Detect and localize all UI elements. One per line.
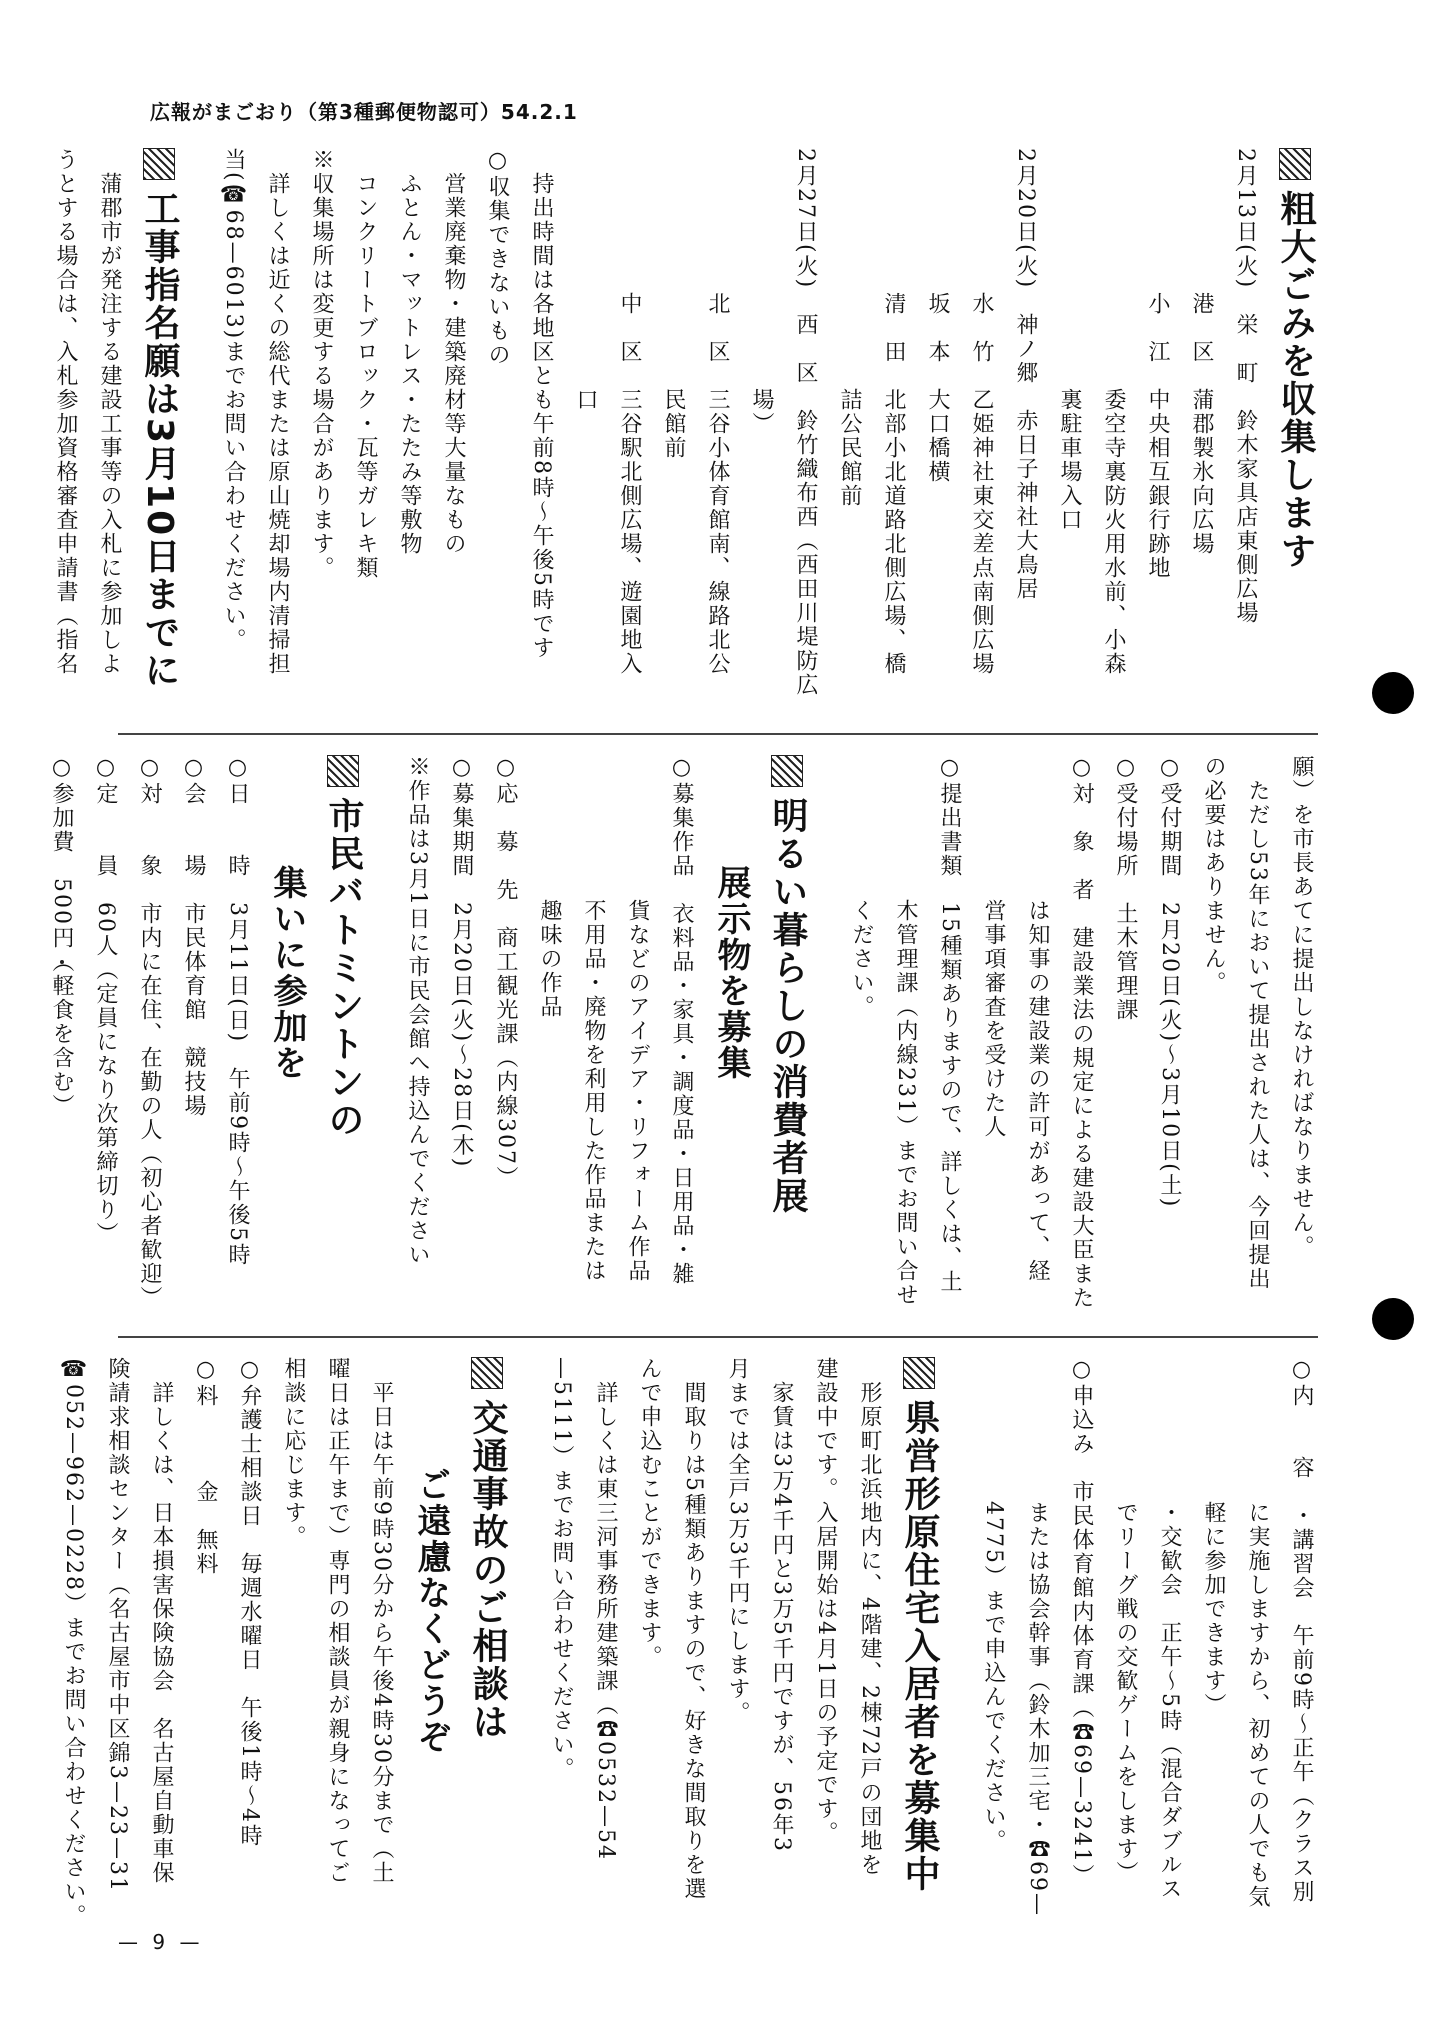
badminton-title-text: 市民バトミントンの (323, 797, 364, 1139)
sodai-line: 清 田 北部小北道路北側広場、橋 (881, 148, 906, 676)
sodai-line: 場） (749, 148, 774, 436)
kenei-line: 間取りは5種類ありますので、好きな間取りを選 (681, 1357, 706, 1901)
akarui-title-text: 明るい暮らしの消費者展 (767, 797, 808, 1215)
band-middle (49, 755, 1318, 1320)
koji-line: 木管理課（内線231）までお問い合せ (893, 755, 918, 1307)
sodai-line: 坂 本 大口橋横 (925, 148, 950, 484)
kotsu-line: 険請求相談センター（名古屋市中区錦3—23—31 (105, 1357, 130, 1893)
badminton-line: ○対 象 市内に在住、在勤の人（初心者歓迎） (137, 755, 162, 1310)
punch-hole-icon (1372, 1298, 1414, 1340)
kenei-line: 詳しくは東三河事務所建築課（☎0532—54 (593, 1357, 618, 1861)
sodai-line: 営業廃棄物・建築廃材等大量なもの (441, 148, 466, 556)
badminton-line: ○申込み 市民体育館内体育課（☎69—3241） (1069, 1357, 1094, 1888)
kotsu-line: 相談に応じます。 (281, 1357, 306, 1549)
sodai-line: 民館前 (661, 148, 686, 460)
badminton-title (320, 755, 366, 1139)
badminton-line: 軽に参加できます） (1201, 1357, 1226, 1717)
sodai-line: 口 (573, 148, 598, 412)
badminton-line: に実施しますから、初めての人でも気 (1245, 1357, 1270, 1909)
hatch-icon (327, 755, 359, 787)
sodai-line: 詰公民館前 (837, 148, 862, 508)
sodai-title (1272, 148, 1318, 570)
kenei-line: 形原町北浜地内に、4階建、2棟72戸の団地を (857, 1357, 882, 1877)
band-bottom (61, 1357, 1318, 1928)
koji-line: うとする場合は、入札参加資格審査申請書（指名 (53, 148, 78, 676)
punch-hole-icon (1372, 672, 1414, 714)
kenei-line: んで申込むことができます。 (637, 1357, 662, 1669)
koji-title (136, 148, 182, 689)
akarui-line: 趣味の作品 (537, 755, 562, 1019)
band-top (53, 148, 1318, 718)
badminton-subtitle: 集いに参加を (267, 865, 307, 1081)
koji-line: 営事項審査を受けた人 (981, 755, 1006, 1139)
kotsu-line: ○弁護士相談日 毎週水曜日 午後1時～4時 (237, 1357, 262, 1848)
sodai-line: コンクリートブロック・瓦等ガレキ類 (353, 148, 378, 580)
sodai-line: 2月13日(火) 栄 町 鈴木家具店東側広場 (1233, 148, 1258, 626)
sodai-line: 委空寺裏防火用水前、小森 (1101, 148, 1126, 676)
kotsu-line: ☎052—962—0228）までお問い合わせください。 (61, 1357, 86, 1928)
badminton-line: でリーグ戦の交歓ゲームをします） (1113, 1357, 1138, 1885)
kotsu-line: 曜日は正午まで）専門の相談員が親身になってご (325, 1357, 350, 1885)
hatch-icon (903, 1357, 935, 1389)
akarui-line: ○募集期間 2月20日(火)～28日(木) (449, 755, 474, 1169)
kenei-line: 建設中です。入居開始は4月1日の予定です。 (813, 1357, 838, 1845)
sodai-line: 当(☎68—6013)までお問い合わせください。 (221, 148, 246, 653)
koji-line: ○提出書類 15種類ありますので、詳しくは、土 (937, 755, 962, 1294)
badminton-line: ○日 時 3月11日(日) 午前9時～午後5時 (225, 755, 250, 1268)
kotsu-line: ○料 金 無料 (193, 1357, 218, 1576)
section-divider (118, 733, 1318, 735)
koji-line: ○対 象 者 建設業法の規定による建設大臣また (1069, 755, 1094, 1310)
kenei-line: 家賃は3万4千円と3万5千円ですが、56年3 (769, 1357, 794, 1853)
kotsu-title-text: 交通事故のご相談は (467, 1399, 508, 1741)
sodai-line: 北 区 三谷小体育館南、線路北公 (705, 148, 730, 676)
badminton-line: ○参加費 500円（軽食を含む） (49, 755, 74, 1118)
koji-line: 願）を市長あてに提出しなければなりません。 (1289, 755, 1314, 1259)
kenei-line: —5111）までお問い合わせください。 (549, 1357, 574, 1781)
kenei-title (896, 1357, 942, 1893)
sodai-title-text: 粗大ごみを収集します (1275, 190, 1316, 570)
badminton-line: ・交歓会 正午～5時（混合ダブルス (1157, 1357, 1182, 1901)
sodai-line: 港 区 蒲郡製氷向広場 (1189, 148, 1214, 556)
akarui-line: ※作品は3月1日に市民会館へ持込んでください (405, 755, 430, 1267)
sodai-line: 2月20日(火) 神ノ郷 赤日子神社大鳥居 (1013, 148, 1038, 602)
sodai-line: 詳しくは近くの総代または原山焼却場内清掃担 (265, 148, 290, 676)
kotsu-title (464, 1357, 510, 1741)
badminton-line: 4775）まで申込んでください。 (981, 1357, 1006, 1853)
akarui-title (764, 755, 810, 1215)
akarui-line: 貨などのアイデア・リフォーム作品 (625, 755, 650, 1283)
koji-title-text: 工事指名願は3月10日までに (139, 190, 180, 690)
akarui-subtitle: 展示物を募集 (711, 865, 751, 1081)
section-divider (118, 1336, 1318, 1338)
badminton-line: ○内 容 ・講習会 午前9時～正午（クラス別 (1289, 1357, 1314, 1904)
sodai-line: ○収集できないもの (485, 148, 510, 367)
koji-line: ください。 (849, 755, 874, 1019)
page-number: — 9 — (118, 1930, 204, 1954)
sodai-line: ※収集場所は変更する場合があります。 (309, 148, 334, 580)
kenei-line: 月までは全戸3万3千円にします。 (725, 1357, 750, 1725)
sodai-line: 2月27日(火) 西 区 鈴竹織布西（西田川堤防広 (793, 148, 818, 698)
akarui-line: 不用品・廃物を利用した作品または (581, 755, 606, 1283)
badminton-line: ○定 員 60人（定員になり次第締切り） (93, 755, 118, 1246)
kotsu-subtitle: ご遠慮なくどうぞ (411, 1467, 451, 1755)
kotsu-line: 詳しくは、日本損害保険協会 名古屋自動車保 (149, 1357, 174, 1885)
akarui-line: ○募集作品 衣料品・家具・調度品・日用品・雑 (669, 755, 694, 1286)
sodai-line: 裏駐車場入口 (1057, 148, 1082, 532)
sodai-line: 小 江 中央相互銀行跡地 (1145, 148, 1170, 580)
badminton-line: ○会 場 市民体育館 競技場 (181, 755, 206, 1118)
koji-line: は知事の建設業の許可があって、経 (1025, 755, 1050, 1283)
hatch-icon (143, 148, 175, 180)
hatch-icon (1279, 148, 1311, 180)
koji-line: ○受付期間 2月20日(火)～3月10日(土) (1157, 755, 1182, 1209)
sodai-line: 持出時間は各地区とも午前8時～午後5時です (529, 148, 554, 660)
newsletter-header: 広報がまごおり（第3種郵便物認可）54.2.1 (150, 100, 578, 124)
hatch-icon (771, 755, 803, 787)
sodai-line: 中 区 三谷駅北側広場、遊園地入 (617, 148, 642, 676)
akarui-line: ○応 募 先 商工観光課（内線307） (493, 755, 518, 1190)
kenei-title-text: 県営形原住宅入居者を募集中 (899, 1399, 940, 1893)
koji-line: ○受付場所 土木管理課 (1113, 755, 1138, 1022)
hatch-icon (471, 1357, 503, 1389)
koji-line: 蒲郡市が発注する建設工事等の入札に参加しよ (97, 148, 122, 676)
koji-line: の必要はありません。 (1201, 755, 1226, 995)
kotsu-line: 平日は午前9時30分から午後4時30分まで（土 (369, 1357, 394, 1885)
badminton-line: または協会幹事（鈴木加三宅・☎69— (1025, 1357, 1050, 1917)
sodai-line: 水 竹 乙姫神社東交差点南側広場 (969, 148, 994, 676)
sodai-line: ふとん・マットレス・たたみ等敷物 (397, 148, 422, 556)
koji-line: ただし53年において提出された人は、今回提出 (1245, 755, 1270, 1291)
